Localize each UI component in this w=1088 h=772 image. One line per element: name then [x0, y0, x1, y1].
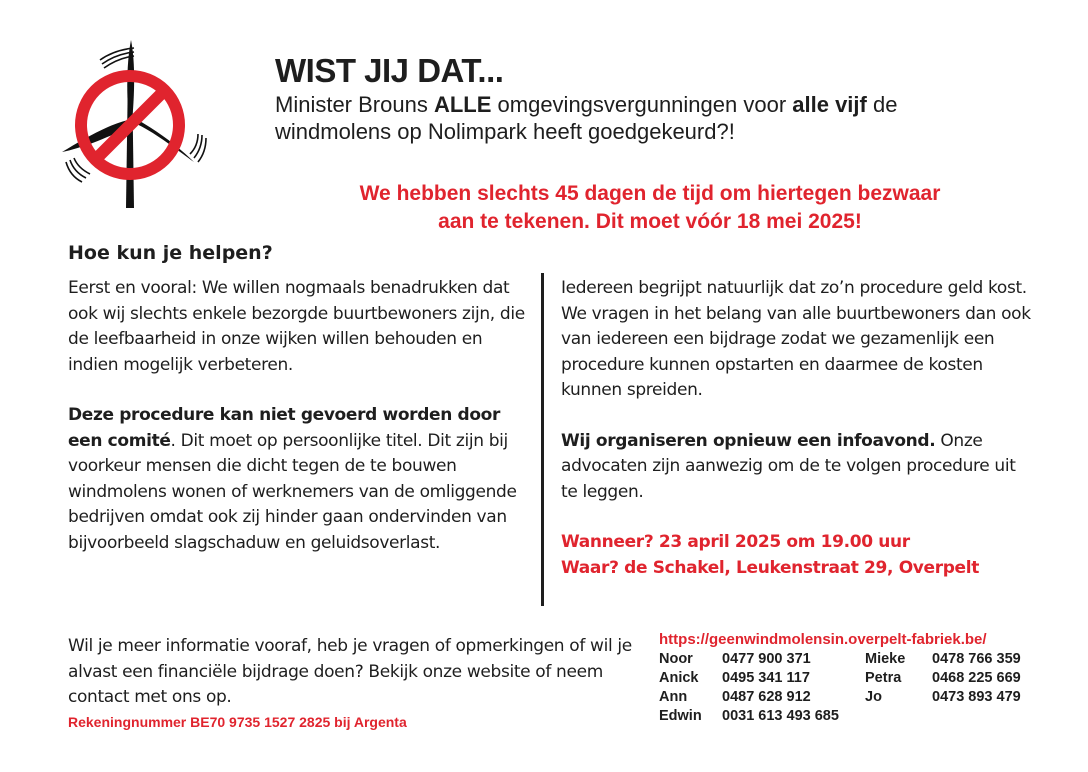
cost-paragraph: Iedereen begrijpt natuurlijk dat zo’n procedure geld kost. We vragen in het belang van alle buurtbewoners dan ook van iedereen een bijdrage zodat we gezamenlijk een procedure kunnen opstarten en daarmee de kosten kunnen spreiden.	[561, 278, 1031, 400]
subtitle: Minister Brouns ALLE omgevingsvergunningen voor alle vijf de windmolens op Nolimpark heeft goedgekeurd?!	[275, 92, 898, 144]
event-where: Waar? de Schakel, Leukenstraat 29, Overpelt	[561, 557, 979, 578]
contact-invitation: Wil je meer informatie vooraf, heb je vragen of opmerkingen of wil je alvast een financiële bijdrage doen? Bekijk onze website of neem contact met ons op.	[68, 636, 632, 707]
procedure-paragraph: Deze procedure kan niet gevoerd worden door een comité. Dit moet op persoonlijke titel. Dit zijn bij voorkeur mensen die dicht tegen de te bouwen windmolens wonen of werknemers van de omliggende bedrijven omdat ook zij hinder gaan ondervinden van bijvoorbeeld slagschaduw en geluidsoverlast.	[68, 405, 517, 553]
intro-paragraph: Eerst en vooral: We willen nogmaals benadrukken dat ook wij slechts enkele bezorgde buurtbewoners zijn, die de leefbaarheid in onze wijken willen behouden en indien mogelijk verbeteren.	[68, 278, 525, 375]
event-when: Wanneer? 23 april 2025 om 19.00 uur	[561, 532, 910, 552]
infoavond-paragraph: Wij organiseren opnieuw een infoavond. Onze advocaten zijn aanwezig om de te volgen procedure uit te leggen.	[561, 430, 1016, 502]
bank-account: Rekeningnummer BE70 9735 1527 2825 bij Argenta	[68, 714, 407, 730]
website-link[interactable]: https://geenwindmolensin.overpelt-fabriek.be/	[659, 631, 987, 648]
page-title: WIST JIJ DAT...	[275, 52, 504, 89]
no-windmill-icon	[52, 30, 212, 210]
no-windmill-logo	[52, 30, 212, 210]
column-divider	[541, 273, 544, 606]
right-column	[561, 276, 1031, 581]
help-heading: Hoe kun je helpen?	[68, 242, 273, 264]
deadline-alert: We hebben slechts 45 dagen de tijd om hiertegen bezwaar aan te tekenen. Dit moet vóór 18 mei 2025!	[359, 182, 941, 233]
left-column	[68, 276, 528, 556]
